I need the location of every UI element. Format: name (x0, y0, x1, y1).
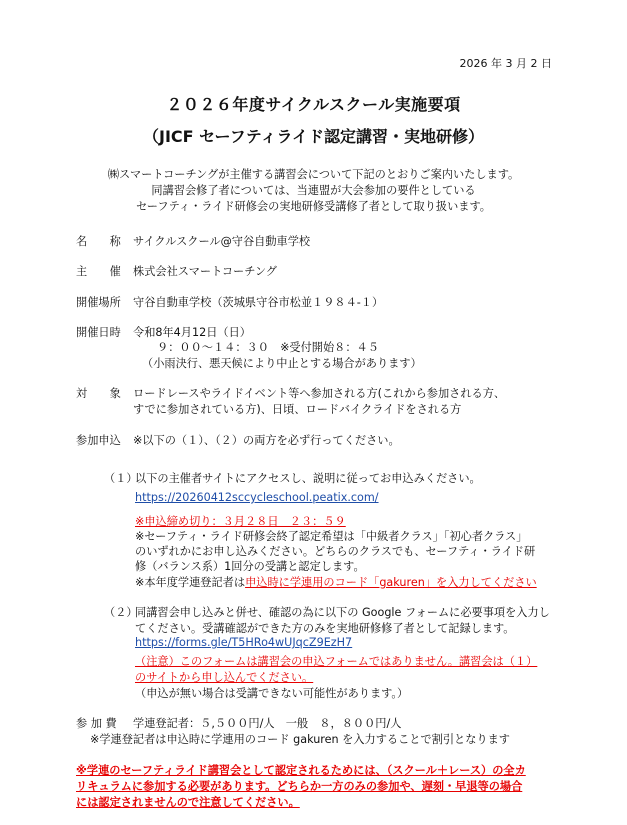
step2-number: （２） (104, 606, 138, 619)
venue-value: 守谷自動車学校（茨城県守谷市松並１９８４-１） (133, 296, 384, 309)
apply-text: ※以下の（１）、（２）の両方を必ず行ってください。 (133, 434, 400, 447)
name-label: 名 称 (76, 235, 121, 248)
page-title: ２０２６年度サイクルスクール実施要項 (166, 95, 461, 114)
datetime-note: （小雨決行、悪天候により中止とする場合があります） (142, 357, 422, 370)
organizer-value: 株式会社スマートコーチング (133, 265, 277, 278)
apply-label: 参加申込 (76, 434, 121, 447)
certification-warning-3: には認定されませんので注意してください。 (76, 796, 300, 809)
step1-note-3: 修（バランス系）1回分の受講と認定します。 (135, 560, 365, 573)
google-form-link[interactable]: https://forms.gle/T5HRo4wUJqcZ9EzH7 (135, 636, 353, 649)
certification-warning-2: リキュラムに参加する必要があります。どちらか一方のみの参加や、遅刻・早退等の場合 (76, 780, 523, 793)
fee-value: 学連登記者：５,５００円/人 一般 ８，８００円/人 (133, 717, 402, 730)
datetime-label: 開催日時 (76, 326, 121, 339)
intro-line-1: ㈱スマートコーチングが主催する講習会について下記のとおりご案内いたします。 (107, 168, 520, 181)
step1-student-code-note: 申込時に学連用のコード「gakuren」を入力してください (245, 576, 537, 589)
step2-line-2: てください。受講確認ができた方のみを実地研修修了者として記録します。 (135, 622, 515, 635)
page-subtitle: （JICF セーフティライド認定講習・実地研修） (143, 127, 484, 146)
document-date: 2026 年 3 月 2 日 (459, 57, 552, 70)
step1-student-note (135, 574, 537, 590)
organizer-label: 主 催 (76, 265, 121, 278)
target-label: 対 象 (76, 387, 121, 400)
step1-number: （１） (104, 472, 138, 485)
datetime-time: ９：００～１４：３０ ※受付開始８：４５ (157, 341, 379, 354)
step1-student-prefix: ※本年度学連登記者は (135, 576, 246, 589)
fee-note: ※学連登記者は申込時に学連用のコード gakuren を入力することで割引となります (90, 733, 510, 746)
step1-line-1: 以下の主催者サイトにアクセスし、説明に従ってお申込みください。 (135, 472, 481, 485)
step2-warning-2: のサイトから申し込んでください。 (135, 671, 314, 684)
step1-note-2: のいずれかにお申し込みください。どちらのクラスでも、セーフティ・ライド研 (135, 545, 536, 558)
name-value: サイクルスクール@守谷自動車学校 (133, 235, 311, 248)
step1-deadline: ※申込締め切り：３月２８日 ２３：５９ (135, 515, 346, 528)
fee-label: 参 加 費 (76, 717, 117, 730)
intro-line-2: 同講習会修了者については、当連盟が大会参加の要件としている (151, 184, 476, 197)
target-line-1: ロードレースやライドイベント等へ参加される方(これから参加される方、 (133, 387, 506, 400)
step1-note-1: ※セーフティ・ライド研修会終了認定希望は「中級者クラス」「初心者クラス」 (135, 530, 528, 543)
certification-warning-1: ※学連のセーフティライド講習会として認定されるためには、（スクール＋レース）の全カ (76, 764, 526, 777)
datetime-date: 令和8年4月12日（日） (133, 326, 251, 339)
intro-line-3: セーフティ・ライド研修会の実地研修受講修了者として取り扱います。 (136, 200, 491, 213)
venue-label: 開催場所 (76, 296, 121, 309)
step2-line-1: 同講習会申し込みと併せ、確認の為に以下の Google フォームに必要事項を入力し (135, 606, 550, 619)
step2-warning-1: （注意）このフォームは講習会の申込フォームではありません。講習会は（１） (135, 655, 538, 668)
target-line-2: すでに参加されている方)、日頃、ロードバイクライドをされる方 (133, 403, 462, 416)
peatix-link[interactable]: https://20260412sccycleschool.peatix.com/ (135, 491, 379, 504)
step2-note: （申込が無い場合は受講できない可能性があります。） (135, 687, 409, 700)
